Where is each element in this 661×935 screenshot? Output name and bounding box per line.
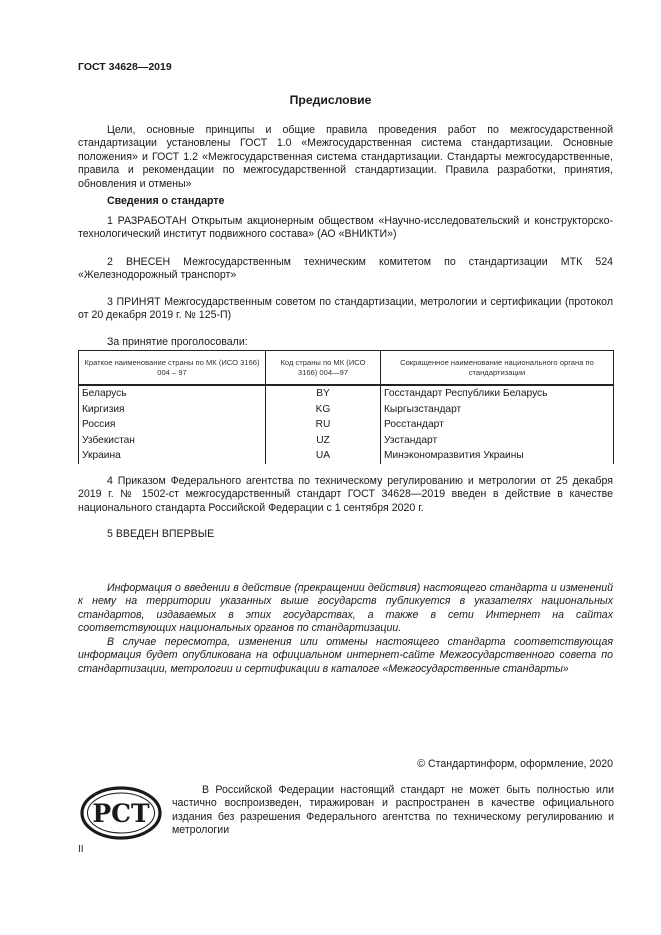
item-1 [78, 215, 613, 242]
item-4 [78, 475, 613, 515]
voted-label [78, 336, 613, 349]
copyright-notice-text: В Российской Федерации настоящий стандарт не может быть полностью или частично воспроизведен, тиражирован и распространен в качестве официального издания без разрешения Федерального агентства по техническому регулированию и метрологии [172, 784, 614, 837]
about-heading: Сведения о стандарте [107, 195, 225, 207]
country-cell: Киргизия [79, 402, 266, 418]
table-row [79, 402, 614, 418]
votes-header-code: Код страны по МК (ИСО 3166) 004—97 [266, 351, 381, 386]
revision-note-text: В случае пересмотра, изменения или отмены настоящего стандарта соответствующая информация будет опубликована на официальном интернет-сайте Межгосударственного совета по стандартизации, метрологии и сертификации в каталоге «Межгосударственные стандарты» [78, 636, 613, 675]
page-number: II [78, 844, 84, 855]
country-cell: Россия [79, 417, 266, 433]
body-cell: Кыргызстандарт [381, 402, 614, 418]
revision-note [78, 636, 613, 676]
body-cell: Узстандарт [381, 433, 614, 449]
rst-logo-icon [80, 786, 162, 840]
votes-header-body: Сокращенное наименование национального органа по стандартизации [381, 351, 614, 386]
table-row [79, 385, 614, 402]
logo-text: РСТ [92, 799, 150, 828]
info-note-text: Информация о введении в действие (прекращении действия) настоящего стандарта и изменений к нему на территории указанных выше государств публикуется в указателях национальных стандартов, издаваемых в этих государствах, а также в сети Интернет на сайтах соответствующих национальных органов по стандартизации. [78, 582, 613, 635]
votes-table [78, 350, 614, 464]
voted-label-text: За принятие проголосовали: [107, 336, 248, 348]
table-row [79, 417, 614, 433]
code-cell: RU [266, 417, 381, 433]
votes-header-country: Краткое наименование страны по МК (ИСО 3166) 004 – 97 [79, 351, 266, 386]
item-1-text: 1 РАЗРАБОТАН Открытым акционерным обществом «Научно-исследовательский и конструкторско-технологический институт подвижного состава» (АО «ВНИКТИ») [78, 215, 613, 241]
intro-paragraph [78, 124, 613, 191]
item-3 [78, 296, 613, 323]
body-cell: Госстандарт Республики Беларусь [381, 385, 614, 402]
body-cell: Росстандарт [381, 417, 614, 433]
item-2-text: 2 ВНЕСЕН Межгосударственным техническим комитетом по стандартизации МТК 524 «Железнодорожный транспорт» [78, 256, 613, 282]
country-cell: Беларусь [79, 385, 266, 402]
table-row [79, 448, 614, 464]
code-cell: KG [266, 402, 381, 418]
country-cell: Украина [79, 448, 266, 464]
copyright: © Стандартинформ, оформление, 2020 [417, 758, 613, 770]
country-cell: Узбекистан [79, 433, 266, 449]
code-cell: UA [266, 448, 381, 464]
table-row [79, 433, 614, 449]
body-cell: Минэкономразвития Украины [381, 448, 614, 464]
item-5-text: 5 ВВЕДЕН ВПЕРВЫЕ [107, 528, 215, 540]
document-id: ГОСТ 34628—2019 [78, 61, 172, 73]
code-cell: BY [266, 385, 381, 402]
page-title: Предисловие [289, 93, 372, 107]
intro-text: Цели, основные принципы и общие правила проведения работ по межгосударственной стандартизации установлены ГОСТ 1.0 «Межгосударственная система стандартизации. Основные положения» и ГОСТ 1.2 «Межгосударственная система стандартизации. Стандарты межгосударственные, правила и рекомендации по межгосударственной стандартизации. Правила разработки, принятия, обновления и отмены» [78, 124, 613, 190]
item-5 [78, 528, 613, 541]
item-2 [78, 256, 613, 283]
info-note [78, 582, 613, 636]
item-3-text: 3 ПРИНЯТ Межгосударственным советом по стандартизации, метрологии и сертификации (протокол от 20 декабря 2019 г. № 125-П) [78, 296, 613, 322]
code-cell: UZ [266, 433, 381, 449]
item-4-text: 4 Приказом Федерального агентства по техническому регулированию и метрологии от 25 декабря 2019 г. № 1502-ст межгосударственный стандарт ГОСТ 34628—2019 введен в действие в качестве национального стандарта Российской Федерации с 1 сентября 2020 г. [78, 475, 613, 514]
copyright-notice [172, 784, 614, 838]
